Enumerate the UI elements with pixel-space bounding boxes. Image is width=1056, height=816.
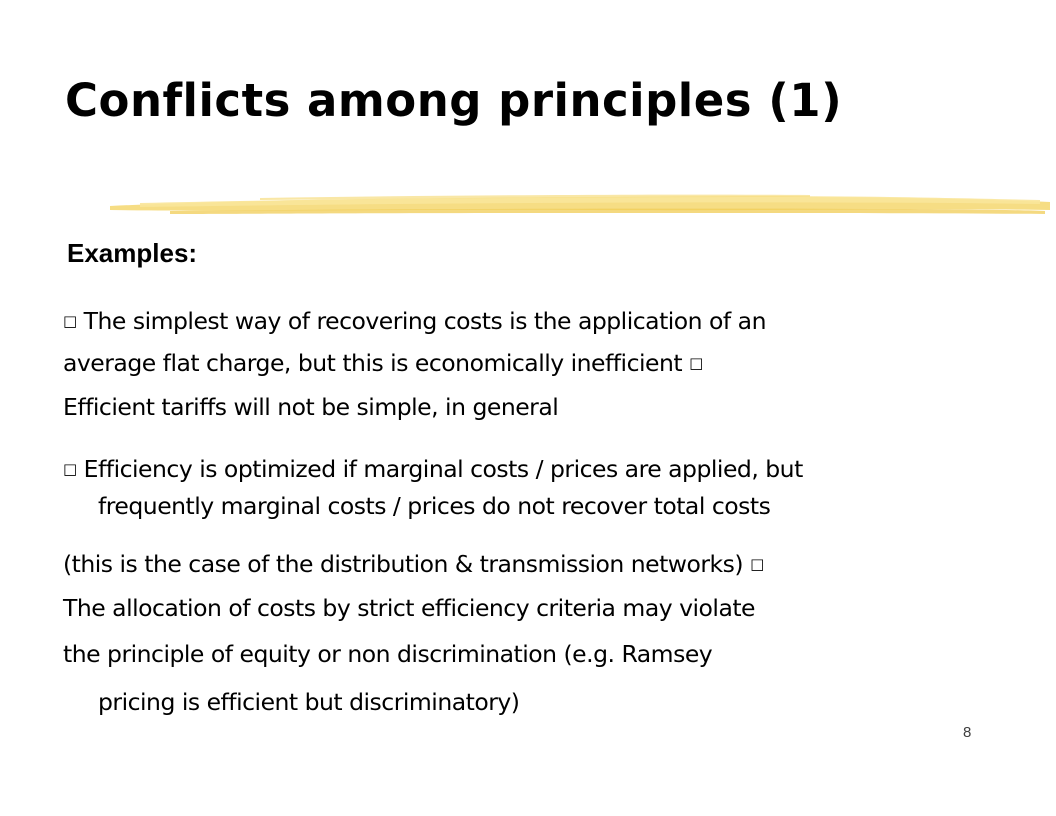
body-line-8-text: the principle of equity or non discrimination (e.g. Ramsey xyxy=(63,640,713,668)
body-line-5-text: frequently marginal costs / prices do not recover total costs xyxy=(98,492,771,520)
bullet-icon: □ xyxy=(63,460,77,478)
body-line-6 xyxy=(63,550,764,578)
body-line-8 xyxy=(63,640,712,668)
slide-title: Conflicts among principles (1) xyxy=(65,74,843,127)
bullet-icon: □ xyxy=(63,312,77,330)
body-line-9 xyxy=(98,688,519,716)
body-line-4-text: Efficiency is optimized if marginal costs / prices are applied, but xyxy=(83,455,803,483)
title-underline-brush-stroke xyxy=(110,188,1050,220)
body-line-7-text: The allocation of costs by strict efficiency criteria may violate xyxy=(63,594,756,622)
body-line-5 xyxy=(98,492,770,520)
body-line-1 xyxy=(63,307,766,335)
body-line-1-text: The simplest way of recovering costs is the application of an xyxy=(83,307,766,335)
page-number: 8 xyxy=(963,724,972,741)
examples-heading: Examples: xyxy=(67,238,198,268)
implies-arrow-icon: □ xyxy=(750,555,764,573)
implies-arrow-icon: □ xyxy=(689,354,703,372)
body-line-4 xyxy=(63,455,803,483)
body-line-6-text: (this is the case of the distribution & transmission networks) xyxy=(63,550,744,578)
body-line-2-text: average flat charge, but this is economically inefficient xyxy=(63,349,683,377)
body-line-2 xyxy=(63,349,703,377)
body-line-3 xyxy=(63,393,558,421)
body-line-9-text: pricing is efficient but discriminatory) xyxy=(98,688,520,716)
body-line-3-text: Efficient tariffs will not be simple, in general xyxy=(63,393,559,421)
body-line-7 xyxy=(63,594,755,622)
